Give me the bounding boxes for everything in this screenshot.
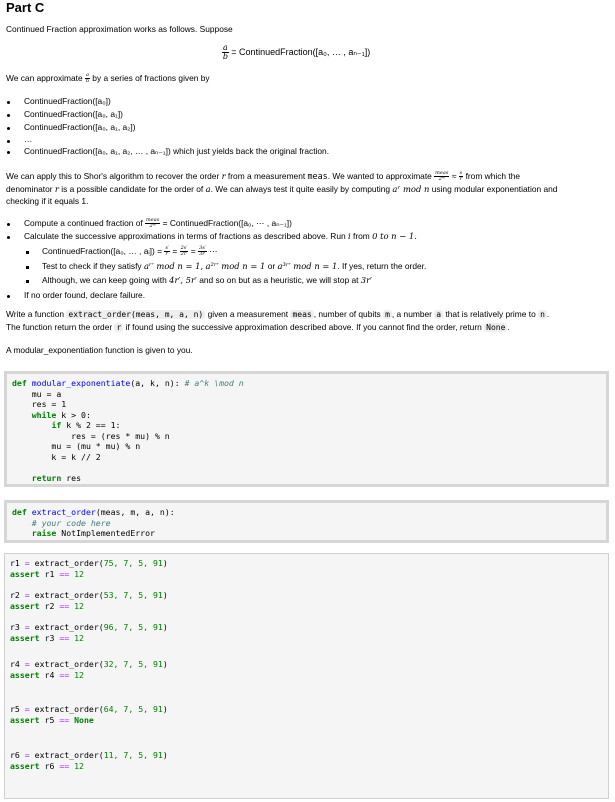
expr: 3r′ (360, 275, 373, 285)
kw: raise (31, 528, 57, 538)
bullet (7, 236, 10, 239)
kw: assert (10, 714, 40, 725)
step-2 (24, 231, 417, 242)
text: if found using the successive approximation described above. If you cannot find the order, return (125, 322, 482, 332)
text: Compute a continued fraction of (24, 218, 143, 228)
text: that is relatively prime to (445, 309, 536, 319)
code-line: res = (res * mu) % n (12, 430, 170, 441)
expected: 12 (74, 568, 84, 579)
var-r: r (221, 171, 226, 181)
var: r2 (44, 600, 55, 611)
bullet (7, 127, 10, 130)
kw: assert (10, 760, 40, 771)
expr: a²ʳ′ mod n = 1 (205, 261, 266, 271)
op: == (59, 600, 70, 611)
text: from which the (465, 171, 521, 181)
approx-post: by a series of fractions given by (92, 73, 210, 83)
args: 75, 7, 5, 91 (103, 558, 163, 568)
text: , a number (391, 309, 432, 319)
expr: 4r′, 5r′ (169, 275, 197, 285)
call: extract_order( (34, 704, 104, 714)
test-block: r6 = extract_order(11, 7, 5, 91) assert r6 == 12 (10, 750, 168, 771)
code-cell-extract-order[interactable] (4, 500, 609, 543)
op: == (59, 632, 70, 643)
fraction: $\frac{3s'}{3r'}$ (199, 245, 206, 258)
fraction-a-over-b: $\frac{a}{b}$ (222, 43, 228, 61)
code-line: k > 0: (56, 409, 91, 420)
args: 96, 7, 5, 91 (103, 622, 163, 632)
var: r6 (10, 750, 20, 760)
intro-text: Continued Fraction approximation works as follows. Suppose (6, 24, 233, 34)
kw: if (51, 420, 62, 430)
expected: None (74, 714, 94, 725)
op: == (59, 669, 70, 680)
text: . We can always test it quite easily by computing (210, 184, 391, 194)
square-bullet (26, 266, 29, 269)
code-line: res (61, 472, 82, 483)
equation-rhs: = ContinuedFraction([a₀, … , aₙ₋₁]) (231, 46, 371, 57)
sub-step-2 (42, 261, 426, 272)
var-r: r (54, 184, 59, 194)
shor-paragraph-line1 (6, 171, 520, 182)
fraction-meas: $\frac{\text{meas}}{\text{2ᵐ}}$ (435, 170, 449, 183)
shor-paragraph-line3: checking if it equals 1. (6, 196, 89, 206)
expected: 12 (74, 600, 84, 611)
comment: # a^k \mod n (184, 378, 244, 388)
cf-item: ContinuedFraction([a₀, a₁, a₂, … , aₙ₋₁]) which just yields back the original fraction. (24, 146, 330, 156)
text: from (353, 231, 370, 241)
text: , number of qubits (313, 309, 381, 319)
text: is a possible candidate for the order of (61, 184, 204, 194)
code-cell-modular-exponentiate[interactable] (4, 371, 609, 487)
text: . We wanted to approximate (327, 171, 432, 181)
inline-code: m (385, 310, 390, 319)
text: . If yes, return the order. (337, 261, 427, 271)
text: using modular exponentiation and (431, 184, 558, 194)
inline-code: None (486, 323, 506, 332)
step-3: If no order found, declare failure. (24, 290, 146, 300)
op: == (59, 760, 70, 771)
fn-name: extract_order (31, 507, 96, 517)
expected: 12 (74, 669, 84, 680)
op: = (24, 750, 30, 760)
call: extract_order( (34, 558, 104, 568)
approx-line (6, 73, 210, 84)
call: extract_order( (34, 590, 104, 600)
inline-code: a (436, 310, 442, 319)
step-1 (24, 218, 292, 229)
code-line: res = 1 (12, 399, 67, 409)
args: 64, 7, 5, 91 (103, 704, 163, 714)
task-line2: The function return the order r if found using the successive approximation described above. If you cannot find the order, return None . (6, 322, 510, 332)
bullet (7, 295, 10, 298)
var: r6 (44, 760, 55, 771)
args: 11, 7, 5, 91 (103, 750, 163, 760)
test-block: r4 = extract_order(32, 7, 5, 91) assert r4 == 12 (10, 659, 168, 680)
kw: assert (10, 632, 40, 643)
args: 32, 7, 5, 91 (103, 659, 163, 669)
code-line: NotImplementedError (56, 528, 155, 538)
inline-code: r (116, 323, 122, 332)
range: 0 to n − 1. (372, 231, 417, 241)
bullet (7, 101, 10, 104)
code-block (12, 507, 175, 539)
test-block: r1 = extract_order(75, 7, 5, 91) assert r1 == 12 (10, 558, 168, 579)
inline-code: extract_order(meas, m, a, n) (68, 310, 204, 319)
shor-paragraph-line2 (6, 184, 557, 195)
given-note: A modular_exponentiation function is given to you. (6, 345, 193, 355)
var: r4 (44, 669, 55, 680)
expected: 12 (74, 632, 84, 643)
var: r1 (44, 568, 55, 579)
inline-code: n (540, 310, 545, 319)
code-line: mu = (mu * mu) % n (12, 441, 141, 451)
sub-step-3 (42, 275, 372, 286)
var: r5 (10, 704, 20, 714)
text: We can apply this to Shor's algorithm to recover the order (6, 171, 220, 181)
bullet (7, 140, 10, 143)
args: (meas, m, a, n): (95, 507, 175, 517)
text: The function return the order (6, 322, 113, 332)
call: extract_order( (34, 622, 104, 632)
test-block: r2 = extract_order(53, 7, 5, 91) assert r2 == 12 (10, 590, 168, 611)
test-block: r3 = extract_order(96, 7, 5, 91) assert r3 == 12 (10, 622, 168, 643)
approx-symbol: ≈ (451, 171, 457, 181)
expr: aʳ′ mod n = 1, (143, 261, 204, 271)
args: 53, 7, 5, 91 (103, 590, 163, 600)
section-heading: Part C (6, 0, 45, 15)
call: extract_order( (34, 750, 104, 760)
text: or (267, 261, 276, 271)
square-bullet (26, 251, 29, 254)
fraction-meas-2m: $\frac{\text{meas}}{\text{2ᵐ}}$ (146, 217, 160, 230)
kw: assert (10, 669, 40, 680)
text: Although, we can keep going with (42, 275, 167, 285)
cf-item: ContinuedFraction([a₀]) (24, 96, 111, 106)
op: == (59, 568, 70, 579)
call: extract_order( (34, 659, 104, 669)
op: = (24, 622, 30, 632)
text: Write a function (6, 309, 65, 319)
task-line1: Write a function extract_order(meas, m, a, n) given a measurement meas , number of qubits m , a number a that is relatively prime to n . (6, 309, 550, 319)
approx-pre: We can approximate (6, 73, 83, 83)
op: = (24, 590, 30, 600)
var: r2 (10, 590, 20, 600)
var: r3 (44, 632, 55, 643)
expected: 12 (74, 760, 84, 771)
op: == (59, 714, 70, 725)
ellipsis: ⋯ (209, 246, 218, 256)
var: r4 (10, 659, 20, 669)
test-block: r5 = extract_order(64, 7, 5, 91) assert r5 == None (10, 704, 168, 725)
cf-item: ContinuedFraction([a₀, a₁]) (24, 109, 123, 119)
text: Calculate the successive approximations in terms of fractions as described above. Run (24, 231, 346, 241)
sub-step-1: ContinuedFraction([a₀, … , aᵢ]) = $\frac{s'}{r'}$ = $\frac{2s'}{2r'}$ = $\frac{3s'}{3r'}$ ⋯ (42, 245, 218, 258)
var: r1 (10, 558, 20, 568)
text: given a measurement (207, 309, 289, 319)
fn-name: modular_exponentiate (31, 378, 131, 388)
text: and so on but as a heuristic, we will stop at (199, 275, 359, 285)
kw: assert (10, 568, 40, 579)
args: (a, k, n): (130, 378, 185, 388)
cf-item: ContinuedFraction([a₀, a₁, a₂]) (24, 122, 136, 132)
var-i: i (348, 231, 351, 241)
op: = (24, 659, 30, 669)
var: r5 (44, 714, 55, 725)
op: = (24, 704, 30, 714)
expr-mod: aʳ mod n (392, 184, 430, 194)
var-a: a (205, 184, 211, 194)
code-line: k % 2 == 1: (61, 420, 121, 430)
fraction-s-r: $\frac{s}{r}$ (459, 170, 463, 183)
text: Test to check if they satisfy (42, 261, 142, 271)
kw: while (31, 409, 57, 420)
continued-fraction-equation (222, 44, 370, 61)
fraction: $\frac{2s'}{2r'}$ (180, 245, 188, 258)
text: = ContinuedFraction([a₀, ⋯ , aₙ₋₁]) (162, 218, 292, 228)
text: from a measurement (227, 171, 306, 181)
kw: def (12, 378, 27, 388)
cf-item: … (24, 134, 33, 144)
text: ContinuedFraction([a₀, … , aᵢ]) = (42, 246, 163, 256)
comment: # your code here (31, 517, 111, 528)
var-meas: meas (307, 171, 328, 181)
kw: def (12, 507, 27, 517)
square-bullet (26, 280, 29, 283)
code-line: mu = a (12, 388, 62, 399)
fraction: $\frac{s'}{r'}$ (165, 245, 170, 258)
bullet (7, 151, 10, 154)
small-fraction: $\frac{a}{b}$ (85, 72, 90, 85)
op: = (24, 558, 30, 568)
expr: a³ʳ′ mod n = 1 (277, 261, 338, 271)
kw: assert (10, 600, 40, 611)
kw: return (31, 472, 62, 483)
bullet (7, 114, 10, 117)
var: r3 (10, 622, 20, 632)
bullet (7, 223, 10, 226)
code-block (12, 378, 244, 483)
inline-code: meas (292, 310, 312, 319)
code-line: k = k // 2 (12, 451, 101, 462)
code-cell-tests[interactable] (4, 553, 609, 799)
text: denominator (6, 184, 53, 194)
